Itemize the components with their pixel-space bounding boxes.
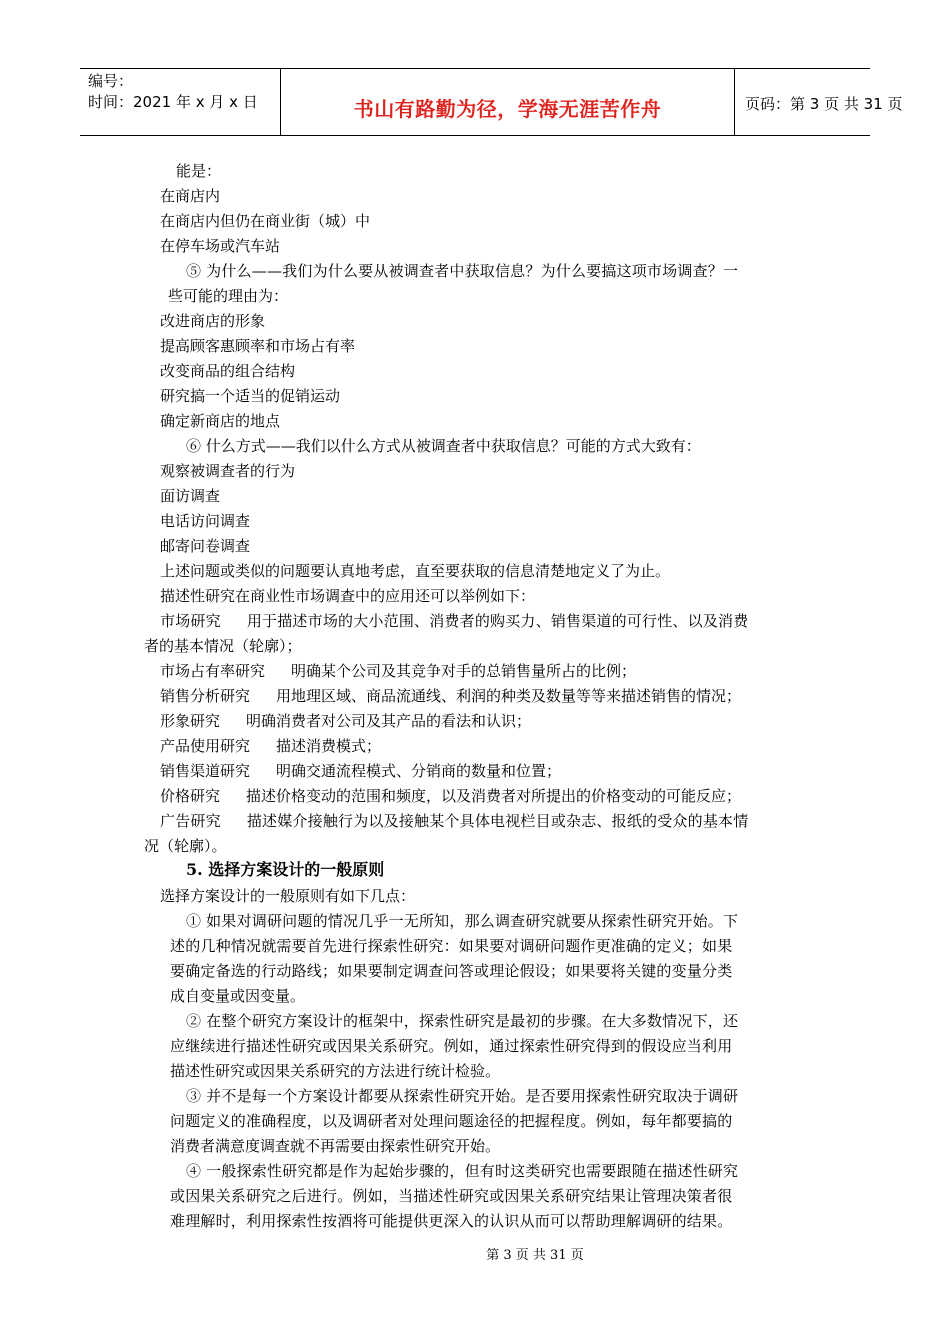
- text-line: [160, 686, 741, 706]
- text-line: 改变商品的组合结构: [160, 362, 296, 380]
- research-term: 价格研究: [160, 787, 221, 805]
- research-desc: 用于描述市场的大小范围、消费者的购买力、销售渠道的可行性、以及消费: [246, 612, 749, 630]
- research-term: 销售分析研究: [160, 687, 251, 705]
- text-line: 述的几种情况就需要首先进行探索性研究：如果要对调研问题作更准确的定义；如果: [170, 937, 733, 955]
- text-line: ⑥ 什么方式——我们以什么方式从被调查者中获取信息？可能的方式大致有：: [186, 437, 701, 455]
- text-line: 况（轮廓）。: [144, 837, 227, 855]
- text-line: ② 在整个研究方案设计的框架中，探索性研究是最初的步骤。在大多数情况下，还: [186, 1012, 739, 1030]
- text-line: 观察被调查者的行为: [160, 462, 296, 480]
- research-desc: 明确某个公司及其竞争对手的总销售量所占的比例；: [291, 662, 637, 680]
- research-desc: 用地理区域、商品流通线、利润的种类及数量等等来描述销售的情况；: [276, 687, 742, 705]
- text-line: 能是：: [176, 162, 222, 180]
- text-line: [160, 811, 748, 831]
- research-term: 市场占有率研究: [160, 662, 266, 680]
- text-line: [160, 661, 636, 681]
- text-line: 些可能的理由为：: [168, 287, 289, 305]
- research-desc: 描述价格变动的范围和频度，以及消费者对所提出的价格变动的可能反应；: [246, 787, 742, 805]
- research-desc: 描述媒介接触行为以及接触某个具体电视栏目或杂志、报纸的受众的基本情: [246, 812, 749, 830]
- text-line: [160, 761, 561, 781]
- text-line: 者的基本情况（轮廓）；: [144, 637, 302, 655]
- text-line: 消费者满意度调查就不再需要由探索性研究开始。: [170, 1137, 501, 1155]
- text-line: 面访调查: [160, 487, 221, 505]
- text-line: [160, 736, 381, 756]
- research-term: 广告研究: [160, 812, 221, 830]
- text-line: [160, 786, 741, 806]
- text-line: 描述性研究在商业性市场调查中的应用还可以举例如下：: [160, 587, 536, 605]
- research-term: 形象研究: [160, 712, 221, 730]
- research-term: 销售渠道研究: [160, 762, 251, 780]
- text-line: 成自变量或因变量。: [170, 987, 306, 1005]
- research-desc: 明确消费者对公司及其产品的看法和认识；: [246, 712, 532, 730]
- page-header: [80, 68, 903, 136]
- text-line: 上述问题或类似的问题要认真地考虑，直至要获取的信息清楚地定义了为止。: [160, 562, 671, 580]
- research-desc: 描述消费模式；: [276, 737, 382, 755]
- header-motto: 书山有路勤为径，学海无涯苦作舟: [353, 97, 662, 121]
- research-term: 产品使用研究: [160, 737, 251, 755]
- text-line: 应继续进行描述性研究或因果关系研究。例如，通过探索性研究得到的假设应当利用: [170, 1037, 733, 1055]
- text-line: 提高顾客惠顾率和市场占有率: [160, 337, 356, 355]
- text-line: ③ 并不是每一个方案设计都要从探索性研究开始。是否要用探索性研究取决于调研: [186, 1087, 739, 1105]
- text-line: [160, 611, 748, 631]
- header-meta: [80, 69, 281, 135]
- header-page-cell: [735, 69, 903, 135]
- text-line: 电话访问调查: [160, 512, 251, 530]
- text-line: 选择方案设计的一般原则有如下几点：: [160, 887, 416, 905]
- text-line: ④ 一般探索性研究都是作为起始步骤的，但有时这类研究也需要跟随在描述性研究: [186, 1162, 739, 1180]
- header-page-info: 页码：第 3 页 共 31 页: [745, 95, 903, 113]
- text-line: 在商店内: [160, 187, 221, 205]
- header-motto-cell: [281, 69, 735, 135]
- text-line: 要确定备选的行动路线；如果要制定调查问答或理论假设；如果要将关键的变量分类: [170, 962, 733, 980]
- header-number: 编号：: [88, 72, 134, 90]
- text-line: 在停车场或汽车站: [160, 237, 281, 255]
- section-heading: 5. 选择方案设计的一般原则: [186, 860, 385, 879]
- text-line: 研究搞一个适当的促销运动: [160, 387, 341, 405]
- text-line: ⑤ 为什么——我们为什么要从被调查者中获取信息？为什么要搞这项市场调查？一: [186, 262, 739, 280]
- page-footer: 第 3 页 共 31 页: [486, 1248, 584, 1263]
- text-line: 确定新商店的地点: [160, 412, 281, 430]
- text-line: 在商店内但仍在商业街（城）中: [160, 212, 371, 230]
- text-line: 改进商店的形象: [160, 312, 266, 330]
- text-line: 描述性研究或因果关系研究的方法进行统计检验。: [170, 1062, 501, 1080]
- text-line: 难理解时，利用探索性按酒将可能提供更深入的认识从而可以帮助理解调研的结果。: [170, 1212, 733, 1230]
- text-line: 问题定义的准确程度，以及调研者对处理问题途径的把握程度。例如，每年都要搞的: [170, 1112, 733, 1130]
- text-line: 或因果关系研究之后进行。例如，当描述性研究或因果关系研究结果让管理决策者很: [170, 1187, 733, 1205]
- text-line: ① 如果对调研问题的情况几乎一无所知，那么调查研究就要从探索性研究开始。下: [186, 912, 739, 930]
- text-line: [160, 711, 531, 731]
- text-line: 邮寄问卷调查: [160, 537, 251, 555]
- header-date: 时间：2021 年 x 月 x 日: [88, 93, 258, 111]
- research-term: 市场研究: [160, 612, 221, 630]
- research-desc: 明确交通流程模式、分销商的数量和位置；: [276, 762, 562, 780]
